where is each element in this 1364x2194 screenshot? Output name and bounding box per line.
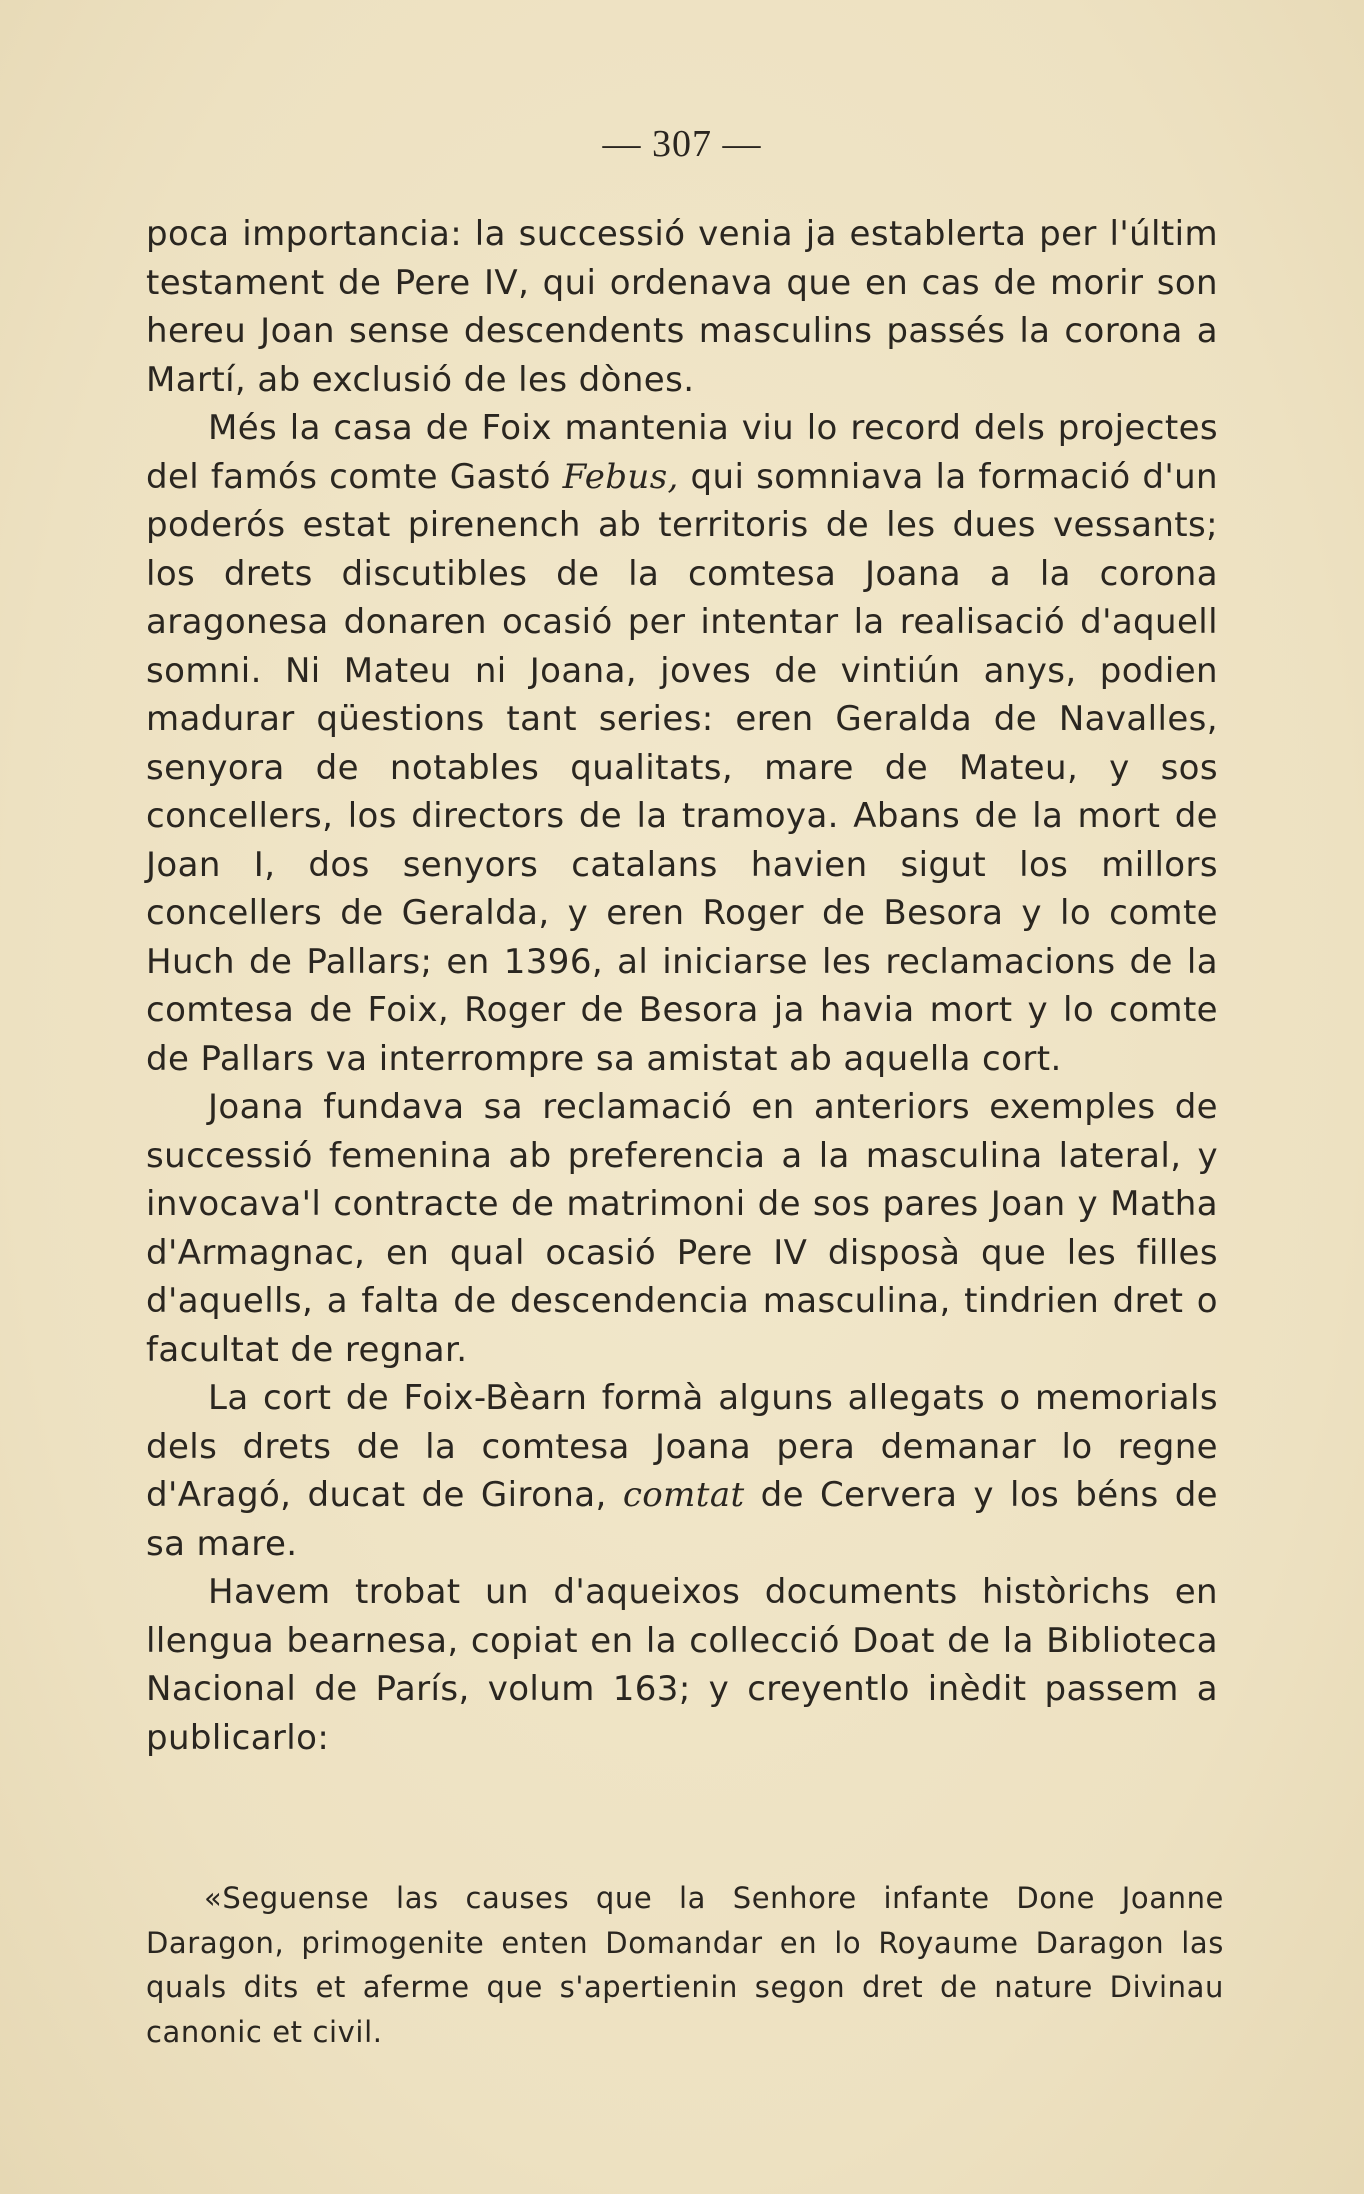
paragraph-1: poca importancia: la successió venia ja establerta per l'últim testament de Pere IV, qui ordenava que en cas de morir son hereu Joan sense descendents masculins passés la corona a Martí, ab exclusió de les dònes.: [146, 214, 1218, 400]
main-text: [146, 210, 1218, 1762]
paragraph-2: [146, 404, 1218, 1083]
paragraph-4-text-b: de Cervera y los béns de sa mare.: [146, 1475, 1218, 1564]
paragraph-2-text-b: qui somniava la formació d'un poderós estat pirenench ab territoris de les dues vessants; los drets discutibles de la comtesa Joana a la corona aragonesa donaren ocasió per intentar la realisació d'aquell somni. Ni Mateu ni Joana, joves de vintiún anys, podien madurar qüestions tant series: eren Geralda de Navalles, senyora de notables qualitats, mare de Mateu, y sos concellers, los directors de la tramoya. Abans de la mort de Joan I, dos senyors catalans havien sigut los millors concellers de Geralda, y eren Roger de Besora y lo comte Huch de Pallars; en 1396, al iniciarse les reclamacions de la comtesa de Foix, Roger de Besora ja havia mort y lo comte de Pallars va interrompre sa amistat ab aquella cort.: [146, 456, 1218, 1079]
paragraph-2-text-a: Més la casa de Foix mantenia viu lo record dels projectes del famós comte Gastó: [146, 408, 1218, 497]
paragraph-2-italic: Febus,: [562, 456, 679, 497]
paragraph-4-text-a: La cort de Foix-Bèarn formà alguns allegats o memorials dels drets de la comtesa Joana pera demanar lo regne d'Aragó, ducat de Girona,: [146, 1378, 1218, 1515]
paragraph-4-italic: comtat: [622, 1475, 745, 1515]
paragraph-5: Havem trobat un d'aqueixos documents històrichs en llengua bearnesa, copiat en la collecció Doat de la Biblioteca Nacional de París, volum 163; y creyentlo inèdit passem a publicarlo:: [146, 1572, 1218, 1758]
paragraph-3: Joana fundava sa reclamació en anteriors exemples de successió femenina ab preferencia a la masculina lateral, y invocava'l contracte de matrimoni de sos pares Joan y Matha d'Armagnac, en qual ocasió Pere IV disposà que les filles d'aquells, a falta de descendencia masculina, tindrien dret o facultat de regnar.: [146, 1087, 1218, 1370]
quoted-document: [146, 1876, 1224, 2054]
quote-paragraph: «Seguense las causes que la Senhore infante Done Joanne Daragon, primogenite enten Domandar en lo Royaume Daragon las quals dits et aferme que s'apertienin segon dret de nature Divinau canonic et civil.: [146, 1881, 1224, 2049]
page-number: — 307 —: [602, 123, 762, 165]
paragraph-4: [146, 1374, 1218, 1568]
